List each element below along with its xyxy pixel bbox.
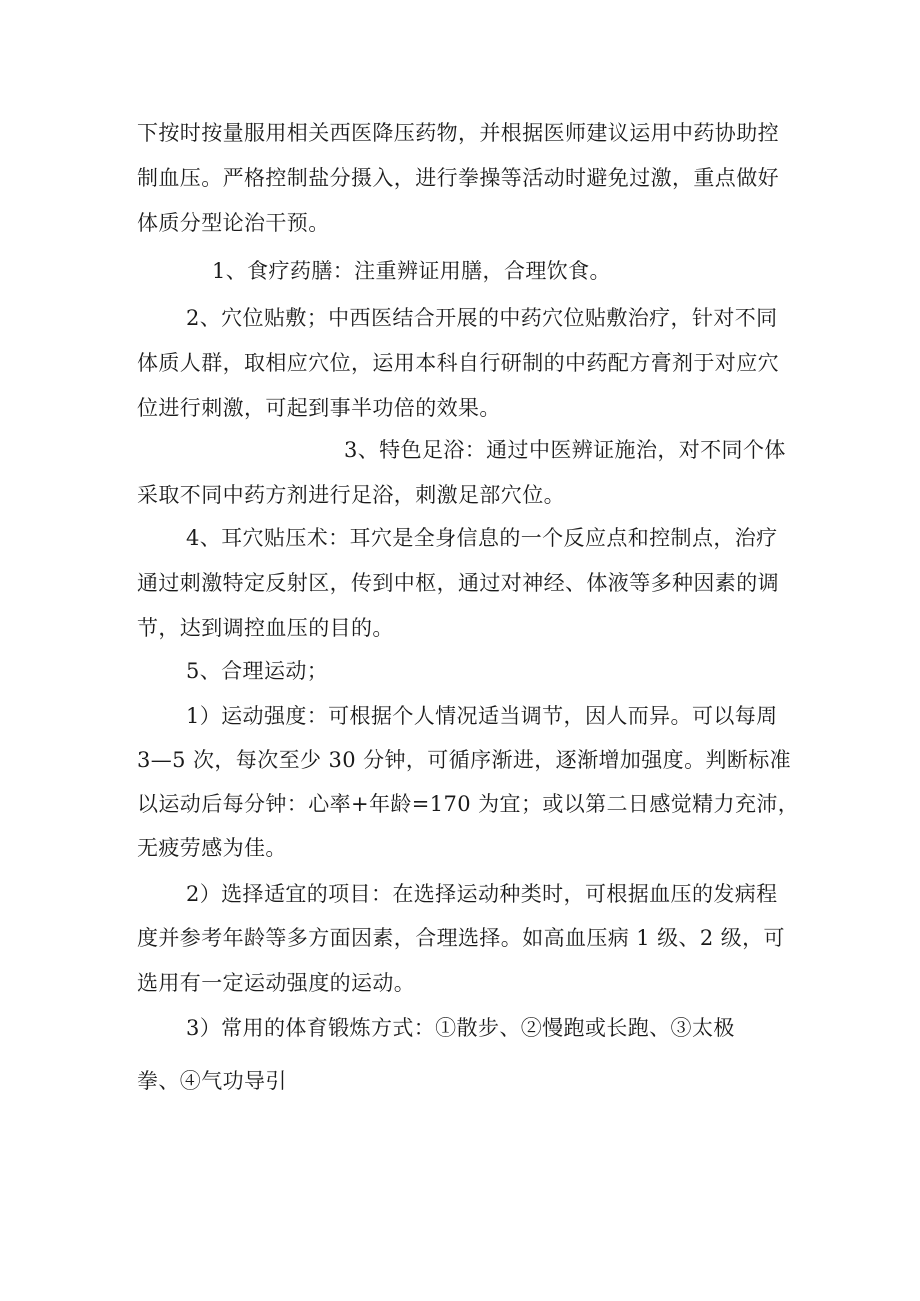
item-1-line-1: 1、食疗药膳：注重辨证用膳，合理饮食。: [212, 259, 611, 283]
sub-1-line-3: 以运动后每分钟：心率+年龄=170 为宜；或以第二日感觉精力充沛，: [137, 792, 800, 816]
intro-line-3: 体质分型论治干预。: [137, 211, 330, 235]
item-4-line-1: 4、耳穴贴压术：耳穴是全身信息的一个反应点和控制点，治疗: [186, 526, 778, 550]
sub-1-line-4: 无疲劳感为佳。: [137, 836, 287, 860]
item-3-line-2: 采取不同中药方剂进行足浴，刺激足部穴位。: [137, 483, 565, 507]
item-2-line-2: 体质人群，取相应穴位，运用本科自行研制的中药配方膏剂于对应穴: [137, 351, 779, 375]
intro-line-1: 下按时按量服用相关西医降压药物，并根据医师建议运用中药协助控: [137, 121, 779, 145]
item-4-line-2: 通过刺激特定反射区，传到中枢，通过对神经、体液等多种因素的调: [137, 571, 779, 595]
item-4-line-3: 节，达到调控血压的目的。: [137, 616, 394, 640]
item-3-line-1: 3、特色足浴：通过中医辨证施治，对不同个体: [344, 438, 786, 462]
item-2-line-3: 位进行刺激，可起到事半功倍的效果。: [137, 396, 501, 420]
sub-1-line-2: 3—5 次，每次至少 30 分钟，可循序渐进，逐渐增加强度。判断标准: [137, 748, 792, 772]
sub-3-line-2: 拳、④气功导引: [137, 1069, 287, 1093]
intro-line-2: 制血压。严格控制盐分摄入，进行拳操等活动时避免过激，重点做好: [137, 166, 779, 190]
sub-2-line-3: 选用有一定运动强度的运动。: [137, 971, 416, 995]
item-5-line-1: 5、合理运动；: [186, 659, 329, 683]
sub-3-line-1: 3）常用的体育锻炼方式：①散步、②慢跑或长跑、③太极: [186, 1016, 735, 1040]
sub-2-line-1: 2）选择适宜的项目：在选择运动种类时，可根据血压的发病程: [186, 882, 778, 906]
sub-2-line-2: 度并参考年龄等多方面因素，合理选择。如高血压病 1 级、2 级，可: [137, 926, 785, 950]
item-2-line-1: 2、穴位贴敷；中西医结合开展的中药穴位贴敷治疗，针对不同: [186, 306, 778, 330]
sub-1-line-1: 1）运动强度：可根据个人情况适当调节，因人而异。可以每周: [186, 704, 778, 728]
